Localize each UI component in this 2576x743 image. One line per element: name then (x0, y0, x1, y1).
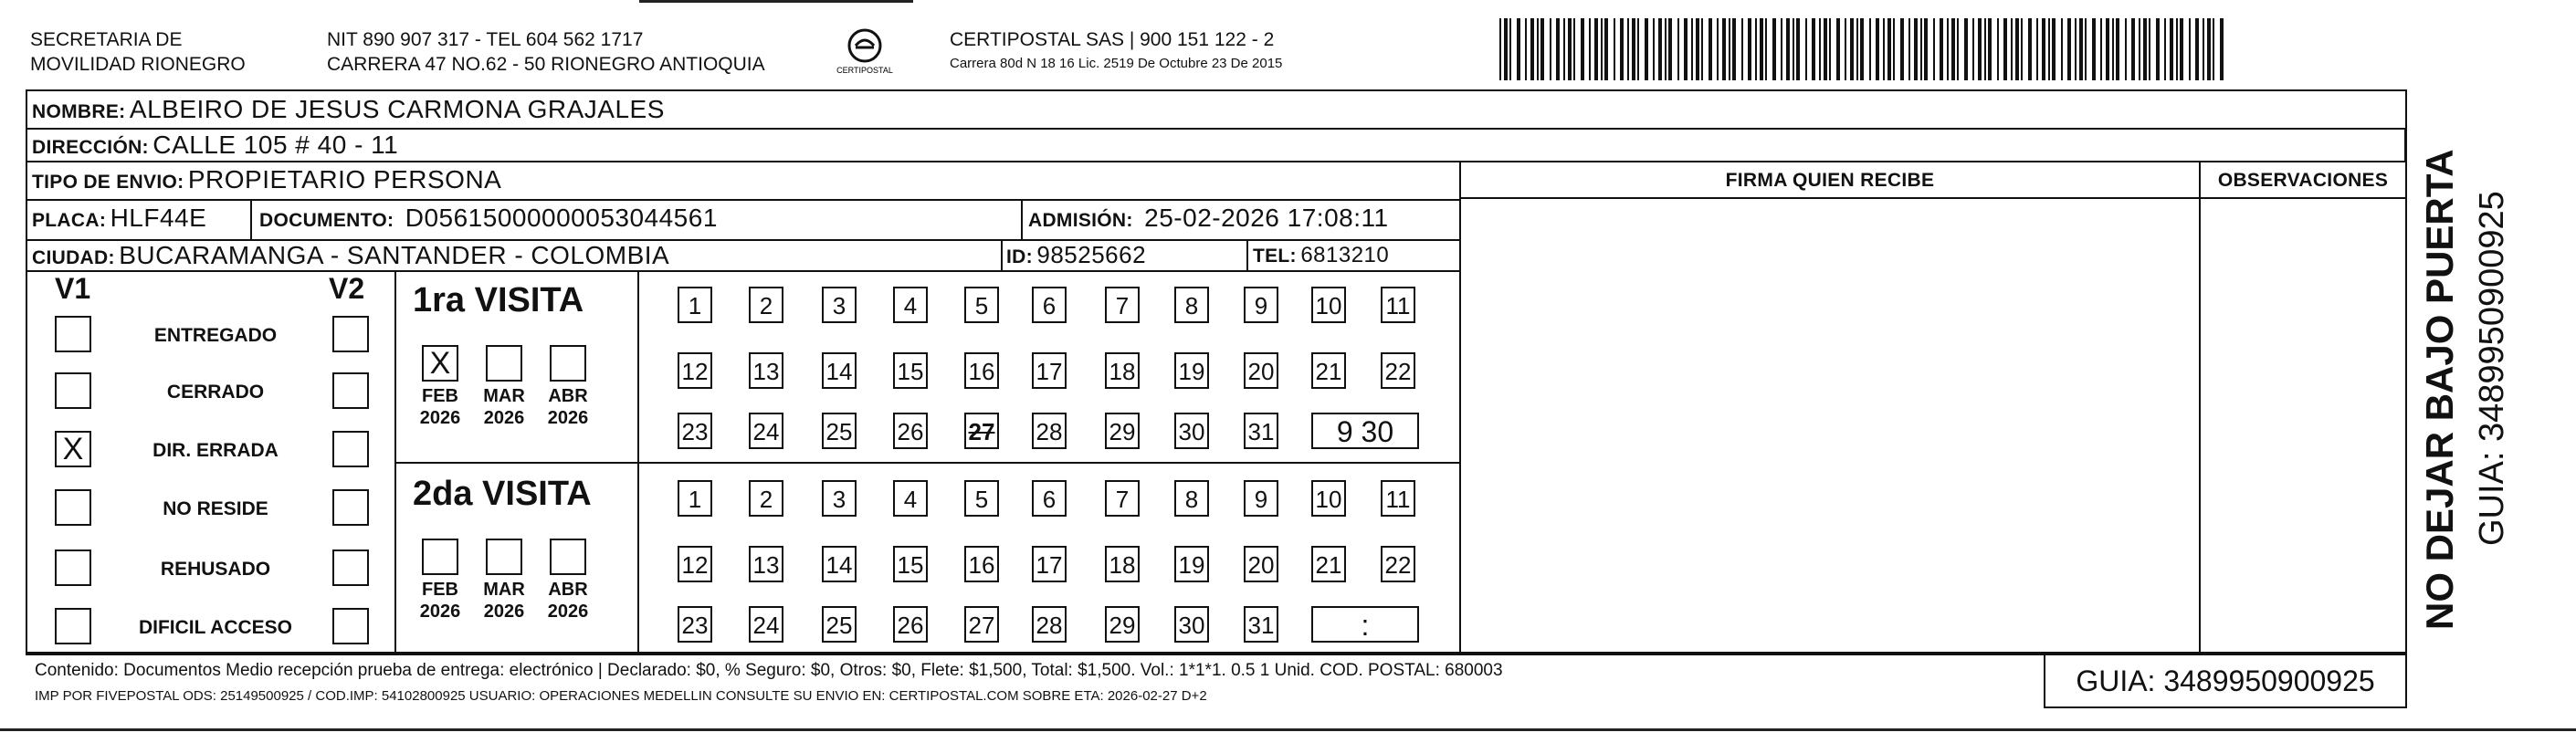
barcode-bar (1908, 18, 1910, 80)
barcode-bar (2061, 18, 2063, 80)
barcode-bar (2052, 18, 2056, 80)
day-box[interactable]: 27 (964, 606, 999, 643)
nombre-label: NOMBRE: (32, 101, 126, 122)
day-box[interactable]: 22 (1381, 352, 1415, 389)
barcode-bar (1972, 18, 1974, 80)
footer-contents: Contenido: Documentos Medio recepción prueba de entrega: electrónico | Declarado: $0, % Seguro: $0, Otros: $0, Flete: $1,500, Total: $1,500. Vol.: 1*1*1. 0.5 1 Unid. COD. POSTAL: 680003 (35, 661, 1503, 680)
status-label: DIFICIL ACCESO (138, 617, 292, 638)
barcode-bar (1829, 18, 1831, 80)
barcode-bar (1537, 18, 1539, 80)
barcode-bar (1627, 18, 1629, 80)
barcode-bar (1594, 18, 1598, 80)
barcode-bar (2021, 18, 2023, 80)
barcode-bar (2125, 18, 2127, 80)
v1-checkbox[interactable] (55, 316, 91, 352)
row-divider (26, 161, 2407, 162)
barcode-bar (1793, 18, 1794, 80)
barcode-bar (1620, 18, 1624, 80)
v2-checkbox[interactable] (332, 431, 369, 467)
obs-underline (2199, 197, 2407, 199)
v2-checkbox[interactable] (332, 316, 369, 352)
day-box[interactable]: 9 (1244, 480, 1278, 517)
footer-imp-line: IMP POR FIVEPOSTAL ODS: 25149500925 / COD.IMP: 54102800925 USUARIO: OPERACIONES MEDELLIN CONSULTE SU ENVIO EN: CERTIPOSTAL.COM SOBRE ETA: 2026-02-27 D+2 (35, 688, 1207, 704)
barcode-bar (1504, 18, 1508, 80)
month-checkbox[interactable] (550, 345, 586, 382)
v1-checkbox[interactable]: X (55, 431, 91, 467)
barcode-bar (1550, 18, 1551, 80)
barcode-bar (1665, 18, 1667, 80)
barcode-bar (1883, 18, 1885, 80)
month-name: FEB (422, 386, 458, 406)
day-box[interactable]: 7 (1105, 287, 1140, 323)
barcode-bar (1637, 18, 1639, 80)
barcode-bar (2195, 18, 2199, 80)
barcode-bar (1653, 18, 1655, 80)
month-checkbox[interactable] (486, 539, 522, 575)
barcode-bar (2079, 18, 2083, 80)
firma-underline (1459, 197, 2199, 199)
barcode-bar (1645, 18, 1648, 80)
barcode-bar (1869, 18, 1871, 80)
barcode-bar (1893, 18, 1895, 80)
tear-line (0, 728, 2576, 731)
status-label: ENTREGADO (153, 325, 278, 346)
status-label: REHUSADO (160, 559, 271, 580)
barcode-bar (1978, 18, 1982, 80)
documento-row (259, 204, 718, 233)
placa-label: PLACA: (32, 210, 107, 231)
col-divider (637, 270, 639, 654)
sender-info (327, 27, 765, 77)
nombre-value: ALBEIRO DE JESUS CARMONA GRAJALES (129, 95, 665, 123)
col-divider (394, 270, 396, 654)
side-guia: GUIA: 3489950900925 (2473, 191, 2511, 546)
day-box[interactable]: 18 (1105, 352, 1140, 389)
time-box[interactable]: 9 30 (1311, 413, 1419, 449)
barcode-bar (2092, 18, 2096, 80)
day-box[interactable]: 14 (822, 546, 857, 582)
direccion-label: DIRECCIÓN: (32, 137, 149, 158)
barcode-bar (2189, 18, 2191, 80)
barcode-bar (1964, 18, 1968, 80)
month-name: FEB (422, 580, 458, 600)
day-box[interactable]: 5 (964, 480, 999, 517)
day-box[interactable]: 19 (1174, 352, 1209, 389)
barcode-bar (2067, 18, 2071, 80)
barcode-bar (2170, 18, 2173, 80)
top-edge-mark (639, 0, 913, 3)
day-box[interactable]: 6 (1032, 287, 1067, 323)
visit-title: 2da VISITA (413, 475, 592, 513)
barcode-bar (2213, 18, 2214, 80)
day-box[interactable]: 8 (1174, 480, 1209, 517)
barcode-bar (2143, 18, 2147, 80)
barcode-bar (2156, 18, 2160, 80)
day-box[interactable]: 21 (1311, 546, 1346, 582)
day-box[interactable]: 20 (1244, 546, 1278, 582)
day-box[interactable]: 25 (822, 413, 857, 449)
barcode-bar (1729, 18, 1730, 80)
id-row (1006, 241, 1146, 269)
barcode-bar (1601, 18, 1603, 80)
org-name (30, 27, 246, 77)
barcode-bar (1997, 18, 1999, 80)
day-box[interactable]: 16 (964, 352, 999, 389)
row-divider (26, 199, 1461, 201)
day-box[interactable]: 15 (893, 352, 928, 389)
barcode-bar (1845, 18, 1846, 80)
barcode-bar (1765, 18, 1767, 80)
barcode-bar (1876, 18, 1879, 80)
license-line: Carrera 80d N 18 16 Lic. 2519 De Octubre 23 De 2015 (950, 56, 1283, 71)
barcode-bar (1568, 18, 1572, 80)
v2-checkbox[interactable] (332, 549, 369, 586)
barcode-bar (1924, 18, 1928, 80)
v1-checkbox[interactable] (55, 608, 91, 644)
barcode-bar (1947, 18, 1949, 80)
nit-line: NIT 890 907 317 - TEL 604 562 1717 (327, 29, 644, 50)
org-line-1: SECRETARIA DE (30, 29, 183, 50)
day-box[interactable]: 2 (749, 287, 783, 323)
day-box[interactable]: 19 (1174, 546, 1209, 582)
v2-label: V2 (329, 272, 365, 305)
month-year: 2026 (547, 408, 589, 428)
day-box[interactable]: 4 (893, 287, 928, 323)
day-box[interactable]: 22 (1381, 546, 1415, 582)
month-year: 2026 (419, 602, 461, 622)
tel-label: TEL: (1253, 246, 1297, 267)
barcode-bar (1604, 18, 1608, 80)
col-divider (250, 199, 252, 239)
barcode-bar (1556, 18, 1560, 80)
day-box[interactable]: 3 (822, 287, 857, 323)
certipostal-logo (833, 26, 897, 77)
barcode-bar (1914, 18, 1918, 80)
row-divider (26, 270, 1461, 272)
barcode-bar (1860, 18, 1864, 80)
col-divider (1021, 199, 1023, 239)
day-box[interactable]: 13 (749, 546, 783, 582)
col-divider (1001, 239, 1003, 270)
barcode-bar (1668, 18, 1672, 80)
documento-value: D05615000000053044561 (405, 204, 718, 232)
barcode-bar (1819, 18, 1821, 80)
logo-text: CERTIPOSTAL (836, 66, 893, 75)
day-box[interactable]: 3 (822, 480, 857, 517)
barcode-bar (2011, 18, 2013, 80)
day-box[interactable]: 30 (1174, 606, 1209, 643)
placa-value: HLF44E (110, 204, 207, 232)
barcode-bar (1940, 18, 1943, 80)
barcode-bar (1530, 18, 1534, 80)
day-box[interactable]: 18 (1105, 546, 1140, 582)
barcode-graphic (1499, 18, 2230, 80)
barcode-bar (2085, 18, 2087, 80)
barcode-bar (1540, 18, 1544, 80)
barcode-bar (1741, 18, 1743, 80)
barcode-bar (1658, 18, 1662, 80)
barcode-bar (1677, 18, 1679, 80)
admision-value: 25-02-2026 17:08:11 (1144, 204, 1389, 232)
v1-label: V1 (55, 272, 91, 305)
day-box[interactable]: 1 (678, 287, 712, 323)
visit-title: 1ra VISITA (413, 281, 584, 319)
barcode-bar (1786, 18, 1790, 80)
barcode-bar (1581, 18, 1584, 80)
barcode-bar (1709, 18, 1712, 80)
month-checkbox[interactable] (486, 345, 522, 382)
day-box[interactable]: 24 (749, 606, 783, 643)
v2-checkbox[interactable] (332, 489, 369, 526)
day-box[interactable]: 31 (1244, 606, 1278, 643)
v2-checkbox[interactable] (332, 608, 369, 644)
barcode-bar (2048, 18, 2050, 80)
barcode-bar (1509, 18, 1511, 80)
v1-checkbox[interactable] (55, 372, 91, 409)
barcode-bar (1856, 18, 1858, 80)
day-box[interactable]: 10 (1311, 287, 1346, 323)
placa-row (32, 204, 206, 233)
barcode-bar (1850, 18, 1854, 80)
barcode-bar (1772, 18, 1776, 80)
barcode-bar (2042, 18, 2045, 80)
barcode-bar (1988, 18, 1992, 80)
barcode-bar (1748, 18, 1751, 80)
day-box[interactable]: 13 (749, 352, 783, 389)
status-label: CERRADO (166, 382, 265, 403)
month-checkbox[interactable] (422, 539, 458, 575)
day-box[interactable]: 28 (1032, 413, 1067, 449)
guia-box-text: GUIA: 3489950900925 (2076, 665, 2375, 697)
barcode-bar (1812, 18, 1815, 80)
barcode-bar (1957, 18, 1959, 80)
barcode-bar (2131, 18, 2135, 80)
day-box[interactable]: 11 (1381, 287, 1415, 323)
ciudad-value: BUCARAMANGA - SANTANDER - COLOMBIA (119, 241, 670, 269)
barcode-bar (1499, 18, 1501, 80)
day-box[interactable]: 12 (678, 546, 712, 582)
barcode (1499, 18, 2230, 80)
barcode-bar (2180, 18, 2183, 80)
v2-checkbox[interactable] (332, 372, 369, 409)
v1-checkbox[interactable] (55, 489, 91, 526)
barcode-bar (1755, 18, 1757, 80)
month-year: 2026 (419, 408, 461, 428)
status-label: DIR. ERRADA (152, 440, 279, 461)
org-line-2: MOVILIDAD RIONEGRO (30, 54, 246, 75)
day-box[interactable]: 5 (964, 287, 999, 323)
documento-label: DOCUMENTO: (259, 210, 394, 231)
barcode-bar (1722, 18, 1726, 80)
barcode-bar (1796, 18, 1800, 80)
ciudad-label: CIUDAD: (32, 247, 115, 268)
address-line: CARRERA 47 NO.62 - 50 RIONEGRO ANTIOQUIA (327, 54, 765, 75)
barcode-bar (1760, 18, 1763, 80)
admision-row (1028, 204, 1389, 233)
barcode-bar (1573, 18, 1575, 80)
month-name: ABR (548, 386, 588, 406)
month-name: ABR (548, 580, 588, 600)
month-year: 2026 (483, 408, 525, 428)
day-box[interactable]: 10 (1311, 480, 1346, 517)
barcode-bar (1836, 18, 1840, 80)
barcode-bar (2203, 18, 2204, 80)
id-value: 98525662 (1036, 241, 1147, 268)
col-divider (2404, 128, 2406, 161)
month-checkbox[interactable]: X (422, 345, 458, 382)
visit-divider (394, 462, 1461, 464)
barcode-bar (2176, 18, 2178, 80)
day-box[interactable]: 26 (893, 413, 928, 449)
day-box[interactable]: 24 (749, 413, 783, 449)
day-box[interactable]: 16 (964, 546, 999, 582)
barcode-bar (2139, 18, 2140, 80)
company-info (950, 27, 1282, 73)
barcode-bar (2106, 18, 2109, 80)
barcode-bar (2207, 18, 2211, 80)
barcode-bar (2220, 18, 2224, 80)
barcode-bar (1984, 18, 1986, 80)
day-box[interactable]: 17 (1032, 546, 1067, 582)
day-box[interactable]: 14 (822, 352, 857, 389)
day-box[interactable]: 30 (1174, 413, 1209, 449)
day-box[interactable]: 20 (1244, 352, 1278, 389)
day-box[interactable]: 8 (1174, 287, 1209, 323)
day-box[interactable]: 29 (1105, 413, 1140, 449)
barcode-bar (1614, 18, 1615, 80)
direccion-value: CALLE 105 # 40 - 11 (152, 131, 399, 159)
barcode-bar (1805, 18, 1807, 80)
day-box[interactable]: 11 (1381, 480, 1415, 517)
barcode-bar (2164, 18, 2166, 80)
day-box[interactable]: 23 (678, 606, 712, 643)
barcode-bar (2100, 18, 2102, 80)
col-divider (1246, 239, 1248, 270)
barcode-bar (1684, 18, 1688, 80)
day-box[interactable]: 25 (822, 606, 857, 643)
day-box[interactable]: 15 (893, 546, 928, 582)
day-box[interactable]: 27 (964, 413, 999, 449)
barcode-bar (1732, 18, 1736, 80)
row-divider (26, 128, 2407, 130)
barcode-bar (2015, 18, 2019, 80)
tel-value: 6813210 (1300, 243, 1390, 267)
barcode-bar (1951, 18, 1955, 80)
company-line: CERTIPOSTAL SAS | 900 151 122 - 2 (950, 29, 1275, 50)
month-year: 2026 (547, 602, 589, 622)
day-box[interactable]: 2 (749, 480, 783, 517)
tipo-envio-value: PROPIETARIO PERSONA (187, 165, 502, 194)
day-box[interactable]: 29 (1105, 606, 1140, 643)
barcode-bar (1933, 18, 1935, 80)
day-box[interactable]: 12 (678, 352, 712, 389)
day-box[interactable]: 9 (1244, 287, 1278, 323)
tel-row (1253, 243, 1389, 268)
tipo-envio-label: TIPO DE ENVIO: (32, 172, 184, 193)
day-box[interactable]: 4 (893, 480, 928, 517)
status-label: NO RESIDE (163, 498, 268, 519)
barcode-bar (2003, 18, 2007, 80)
barcode-bar (2036, 18, 2038, 80)
day-box[interactable]: 21 (1311, 352, 1346, 389)
barcode-bar (2116, 18, 2119, 80)
id-label: ID: (1006, 246, 1033, 267)
day-box[interactable]: 6 (1032, 480, 1067, 517)
month-name: MAR (483, 386, 525, 406)
ciudad-row (32, 241, 669, 270)
time-box[interactable]: : (1311, 606, 1419, 643)
barcode-bar (1717, 18, 1719, 80)
barcode-bar (1701, 18, 1703, 80)
month-year: 2026 (483, 602, 525, 622)
day-box[interactable]: 7 (1105, 480, 1140, 517)
barcode-bar (1824, 18, 1827, 80)
barcode-bar (1517, 18, 1520, 80)
admision-label: ADMISIÓN: (1028, 210, 1133, 231)
barcode-bar (1691, 18, 1693, 80)
col-divider (2199, 161, 2201, 654)
day-box[interactable]: 28 (1032, 606, 1067, 643)
month-checkbox[interactable] (550, 539, 586, 575)
barcode-bar (1525, 18, 1527, 80)
barcode-bar (1563, 18, 1565, 80)
day-box[interactable]: 17 (1032, 352, 1067, 389)
day-box[interactable]: 26 (893, 606, 928, 643)
month-name: MAR (483, 580, 525, 600)
barcode-bar (1781, 18, 1782, 80)
direccion-row (32, 131, 398, 160)
observaciones-label: OBSERVACIONES (2217, 170, 2389, 191)
v1-checkbox[interactable] (55, 549, 91, 586)
barcode-bar (2075, 18, 2077, 80)
col-divider (1459, 161, 1461, 654)
barcode-bar (2149, 18, 2150, 80)
barcode-bar (1696, 18, 1699, 80)
barcode-bar (1900, 18, 1904, 80)
tipo-envio-row (32, 165, 501, 194)
barcode-bar (2112, 18, 2114, 80)
day-box[interactable]: 1 (678, 480, 712, 517)
day-box[interactable]: 23 (678, 413, 712, 449)
logo-icon (833, 26, 897, 77)
firma-label: FIRMA QUIEN RECIBE (1725, 170, 1935, 191)
day-box[interactable]: 31 (1244, 413, 1278, 449)
no-dejar-bajo-puerta: NO DEJAR BAJO PUERTA (2418, 149, 2461, 630)
nombre-row (32, 95, 665, 124)
barcode-bar (1887, 18, 1891, 80)
barcode-bar (2028, 18, 2032, 80)
barcode-bar (1920, 18, 1922, 80)
barcode-bar (1632, 18, 1635, 80)
barcode-bar (1589, 18, 1591, 80)
